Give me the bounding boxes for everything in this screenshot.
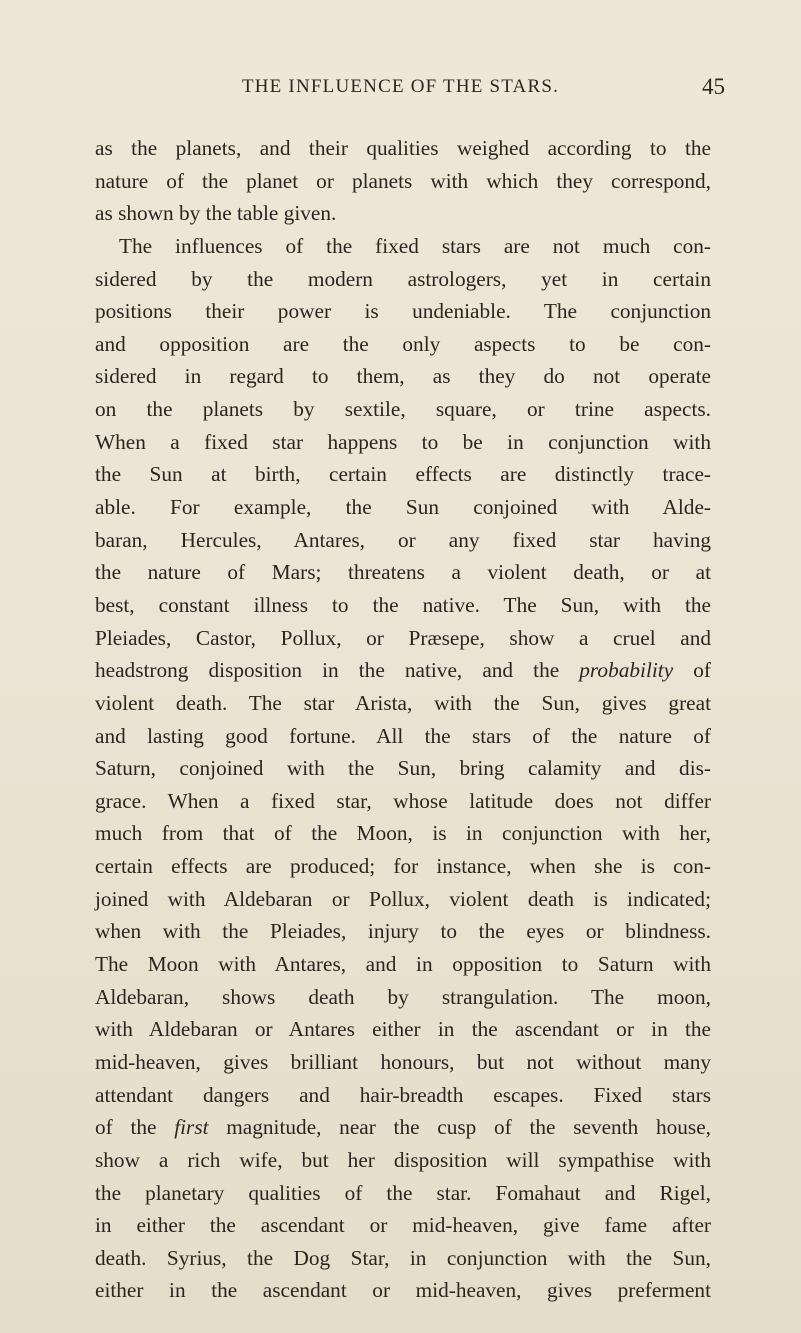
text-line: with Aldebaran or Antares either in the ascendant or in the bbox=[95, 1017, 711, 1042]
text-segment: headstrong disposition in the native, and the bbox=[95, 658, 580, 683]
text-line: grace. When a fixed star, whose latitude does not differ bbox=[95, 788, 711, 813]
text-line bbox=[95, 654, 711, 687]
text-line bbox=[95, 1111, 711, 1144]
text-line: nature of the planet or planets with which they correspond, bbox=[95, 168, 711, 193]
text-line: and lasting good fortune. All the stars of the nature of bbox=[95, 723, 711, 748]
text-segment: magnitude, near the cusp of the seventh house, bbox=[208, 1115, 711, 1140]
text-line: baran, Hercules, Antares, or any fixed star having bbox=[95, 527, 711, 552]
text-line: Saturn, conjoined with the Sun, bring calamity and dis- bbox=[95, 756, 711, 781]
text-line: The influences of the fixed stars are not much con- bbox=[119, 233, 711, 258]
text-line: attendant dangers and hair-breadth escapes. Fixed stars bbox=[95, 1082, 711, 1107]
text-line: Aldebaran, shows death by strangulation. The moon, bbox=[95, 984, 711, 1009]
text-line: able. For example, the Sun conjoined with Alde- bbox=[95, 495, 711, 520]
text-line: sidered by the modern astrologers, yet in certain bbox=[95, 266, 711, 291]
page-number: 45 bbox=[702, 74, 725, 99]
text-line: sidered in regard to them, as they do not operate bbox=[95, 364, 711, 389]
text-line: as the planets, and their qualities weighed according to the bbox=[95, 136, 711, 160]
text-segment: of bbox=[673, 658, 711, 683]
text-line: When a fixed star happens to be in conjunction with bbox=[95, 429, 711, 454]
text-line: much from that of the Moon, is in conjunction with her, bbox=[95, 821, 711, 846]
italic-word: probability bbox=[579, 658, 674, 683]
text-line: in either the ascendant or mid-heaven, give fame after bbox=[95, 1213, 711, 1238]
running-head bbox=[0, 76, 801, 106]
running-title: THE INFLUENCE OF THE STARS. bbox=[241, 76, 560, 97]
text-line: mid-heaven, gives brilliant honours, but not without many bbox=[95, 1049, 711, 1074]
text-line: certain effects are produced; for instance, when she is con- bbox=[95, 854, 711, 879]
text-line: joined with Aldebaran or Pollux, violent death is indicated; bbox=[95, 886, 711, 911]
text-line: show a rich wife, but her disposition will sympathise with bbox=[95, 1147, 711, 1172]
text-segment: of the bbox=[95, 1115, 175, 1140]
body-paragraphs bbox=[95, 132, 711, 1307]
text-line: either in the ascendant or mid-heaven, gives preferment bbox=[95, 1278, 711, 1303]
text-line: and opposition are the only aspects to be con- bbox=[95, 331, 711, 356]
text-line: as shown by the table given. bbox=[95, 201, 337, 226]
text-line: positions their power is undeniable. The conjunction bbox=[95, 299, 711, 324]
text-line: on the planets by sextile, square, or trine aspects. bbox=[95, 397, 711, 422]
text-line: the planetary qualities of the star. Fomahaut and Rigel, bbox=[95, 1180, 711, 1205]
text-line: the Sun at birth, certain effects are distinctly trace- bbox=[95, 462, 711, 487]
text-line: death. Syrius, the Dog Star, in conjunction with the Sun, bbox=[95, 1245, 711, 1270]
text-line: the nature of Mars; threatens a violent death, or at bbox=[95, 560, 711, 585]
text-line: violent death. The star Arista, with the Sun, gives great bbox=[95, 690, 711, 715]
text-line: Pleiades, Castor, Pollux, or Præsepe, show a cruel and bbox=[95, 625, 711, 650]
italic-word: first bbox=[174, 1115, 209, 1140]
text-line: The Moon with Antares, and in opposition to Saturn with bbox=[95, 952, 711, 977]
text-line: when with the Pleiades, injury to the eyes or blindness. bbox=[95, 919, 711, 944]
text-line: best, constant illness to the native. The Sun, with the bbox=[95, 592, 711, 617]
